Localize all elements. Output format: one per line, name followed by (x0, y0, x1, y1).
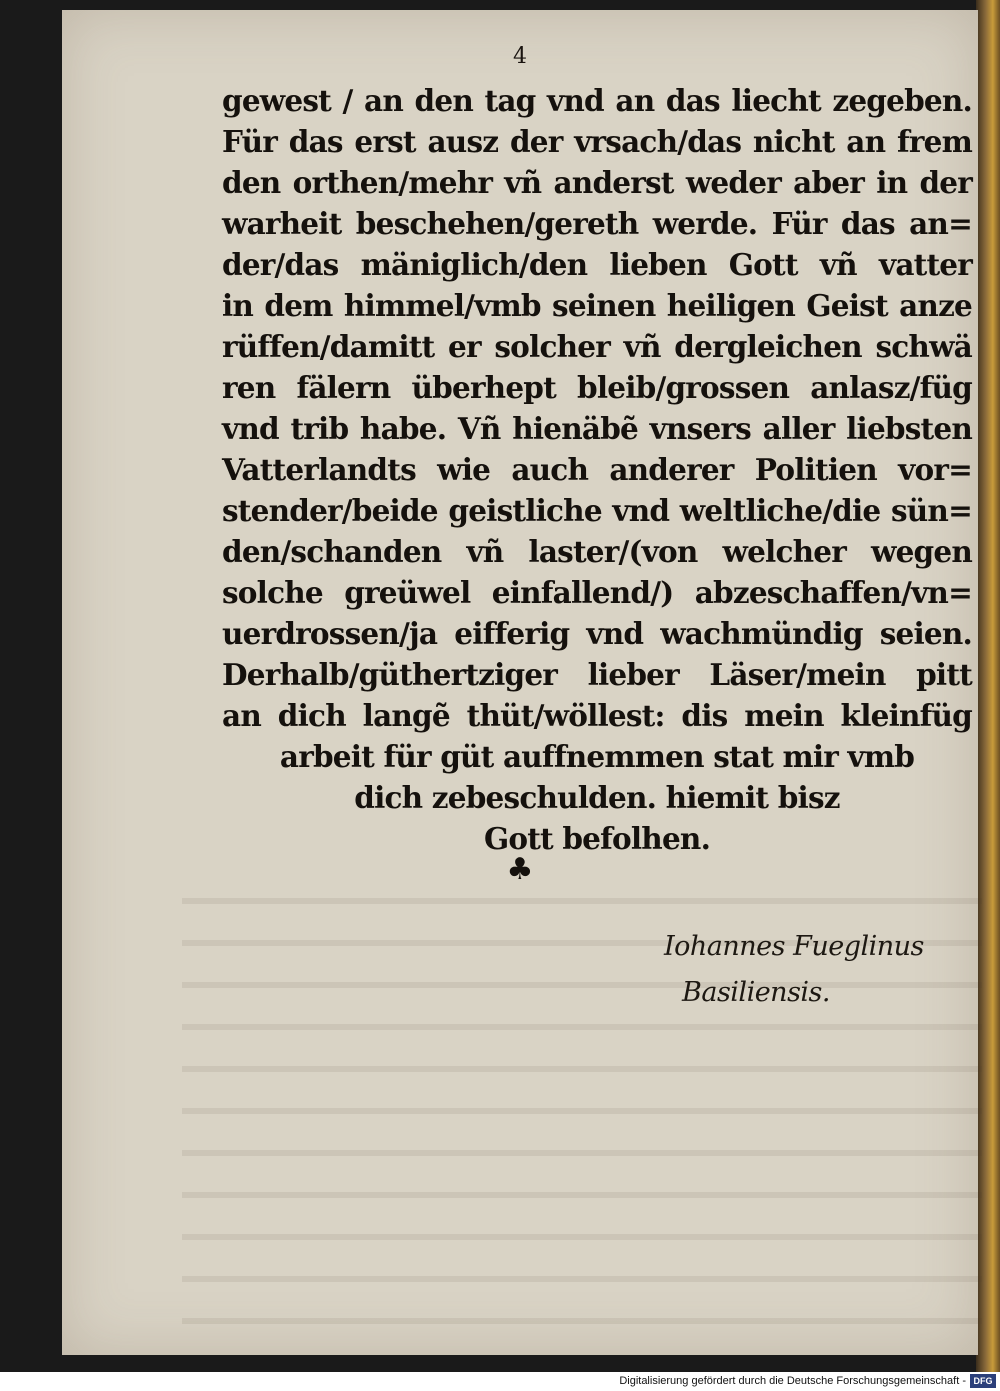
signature-origin: Basiliensis. (682, 977, 830, 1008)
text-line: warheit beschehen/gereth werde. Für das an= (222, 206, 972, 241)
text-line: Für das erst ausz der vrsach/das nicht an frem (222, 124, 972, 159)
text-line: Derhalb/güthertziger lieber Läser/mein pitt (222, 657, 972, 692)
digitization-credit: Digitalisierung gefördert durch die Deutsche Forschungsgemeinschaft - (0, 1372, 1000, 1391)
text-line: Vatterlandts wie auch anderer Politien vor= (222, 452, 972, 487)
text-line-centered: dich zebeschulden. hiemit bisz (354, 780, 840, 815)
body-text (222, 80, 972, 859)
handwritten-signature (664, 924, 924, 1016)
text-line-centered: Gott befolhen. (483, 821, 711, 856)
text-line: den orthen/mehr vñ anderst weder aber in der (222, 165, 972, 200)
text-line: den/schanden vñ laster/(von welcher wegen (222, 534, 972, 569)
text-line: gewest / an den tag vnd an das liecht zegeben. (222, 83, 972, 118)
text-line: ren fälern überhept bleib/grossen anlasz/füg (222, 370, 972, 405)
text-line: solche greüwel einfallend/) abzeschaffen/vn= (222, 575, 972, 610)
text-line: stender/beide geistliche vnd weltliche/die sün= (222, 493, 972, 528)
book-page (62, 10, 978, 1355)
fleuron-ornament-icon: ♣ (506, 852, 534, 887)
text-line: in dem himmel/vmb seinen heiligen Geist anze (222, 288, 972, 323)
dfg-logo: DFG (970, 1374, 996, 1388)
text-line: uerdrossen/ja eifferig vnd wachmündig seien. (222, 616, 972, 651)
text-line: an dich langẽ thüt/wöllest: dis mein kleinfüg (222, 698, 972, 733)
text-line-centered: arbeit für güt auffnemmen stat mir vmb (279, 739, 915, 774)
text-line: der/das mäniglich/den lieben Gott vñ vatter (222, 247, 972, 282)
text-line: rüffen/damitt er solcher vñ dergleichen schwä (222, 329, 972, 364)
page-number: 4 (513, 44, 527, 69)
signature-name: Iohannes Fueglinus (664, 931, 924, 962)
text-line: vnd trib habe. Vñ hienäbẽ vnsers aller liebsten (222, 411, 972, 446)
